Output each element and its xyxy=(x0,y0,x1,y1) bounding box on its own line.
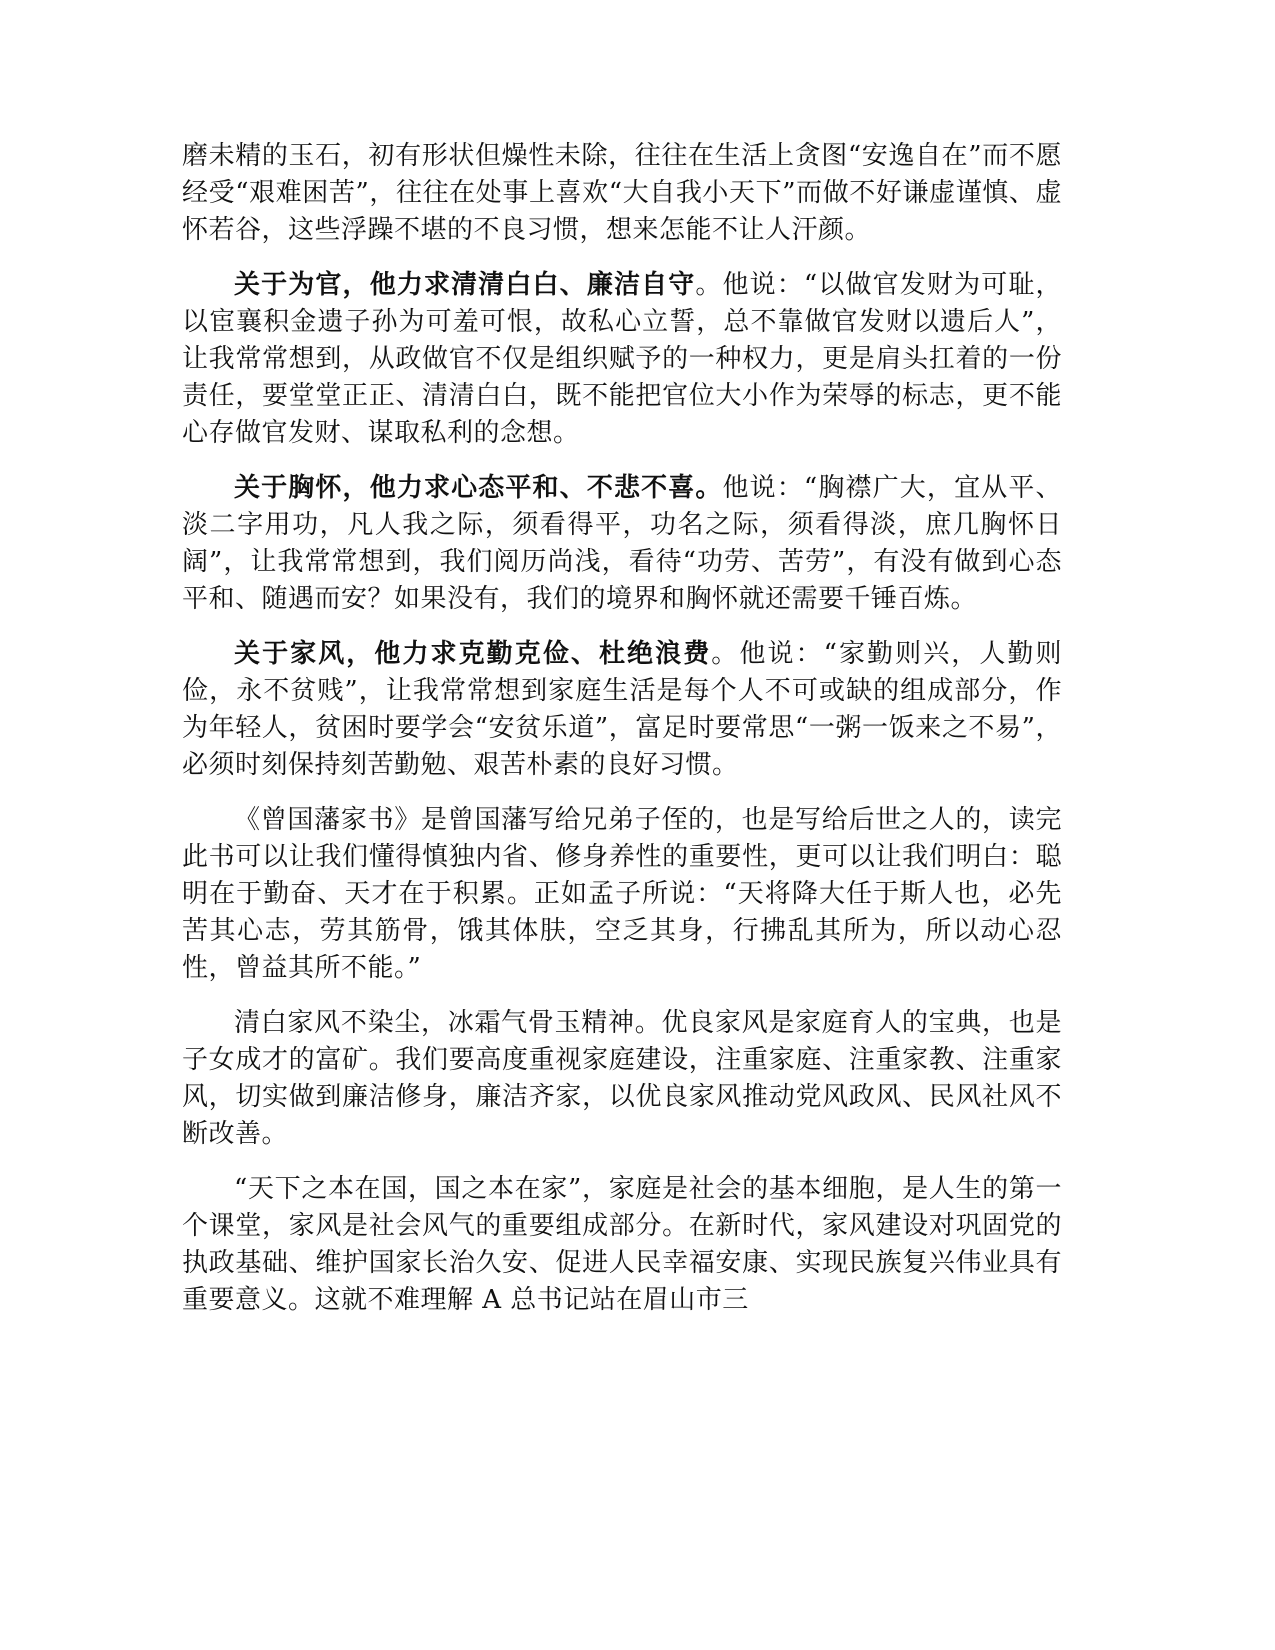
paragraph-text: 《曾国藩家书》是曾国藩写给兄弟子侄的，也是写给后世之人的，读完此书可以让我们懂得慎独内省、修身养性的重要性，更可以让我们明白：聪明在于勤奋、天才在于积累。正如孟子所说：“天将降大任于斯人也，必先苦其心志，劳其筋骨，饿其体肤，空乏其身，行拂乱其所为，所以动心忍性，曾益其所不能。” xyxy=(182,805,1062,983)
paragraph-mindset xyxy=(182,470,1062,618)
paragraph-text: 。他说：“家勤则兴，人勤则俭，永不贫贱”，让我常常想到家庭生活是每个人不可或缺的组成部分，作为年轻人，贫困时要学会“安贫乐道”，富足时要常思“一粥一饭来之不易”，必须时刻保持刻苦勤勉、艰苦朴素的良好习惯。 xyxy=(182,639,1062,780)
paragraph-lead: 关于胸怀，他力求心态平和、不悲不喜。 xyxy=(234,473,723,503)
paragraph-continuation xyxy=(182,138,1062,249)
paragraph-clean-family xyxy=(182,1005,1062,1153)
paragraph-text: 磨未精的玉石，初有形状但燥性未除，往往在生活上贪图“安逸自在”而不愿经受“艰难困苦”，往往在处事上喜欢“大自我小天下”而做不好谦虚谨慎、虚怀若谷，这些浮躁不堪的不良习惯，想来怎能不让人汗颜。 xyxy=(182,141,1062,245)
paragraph-book-reflection xyxy=(182,802,1062,987)
paragraph-lead: 关于家风，他力求克勤克俭、杜绝浪费 xyxy=(234,639,712,669)
paragraph-official-integrity xyxy=(182,267,1062,452)
paragraph-text: 他说：“胸襟广大，宜从平、淡二字用功，凡人我之际，须看得平，功名之际，须看得淡，庶几胸怀日阔”，让我常常想到，我们阅历尚浅，看待“功劳、苦劳”，有没有做到心态平和、随遇而安？如果没有，我们的境界和胸怀就还需要千锤百炼。 xyxy=(182,473,1062,614)
paragraph-text: “天下之本在国，国之本在家”，家庭是社会的基本细胞，是人生的第一个课堂，家风是社会风气的重要组成部分。在新时代，家风建设对巩固党的执政基础、维护国家长治久安、促进人民幸福安康、实现民族复兴伟业具有重要意义。这就不难理解 A 总书记站在眉山市三 xyxy=(182,1174,1062,1315)
paragraph-text: 。他说：“以做官发财为可耻，以宦襄积金遗子孙为可羞可恨，故私心立誓，总不靠做官发财以遗后人”，让我常常想到，从政做官不仅是组织赋予的一种权力，更是肩头扛着的一份责任，要堂堂正正、清清白白，既不能把官位大小作为荣辱的标志，更不能心存做官发财、谋取私利的念想。 xyxy=(182,270,1062,448)
paragraph-text: 清白家风不染尘，冰霜气骨玉精神。优良家风是家庭育人的宝典，也是子女成才的富矿。我们要高度重视家庭建设，注重家庭、注重家教、注重家风，切实做到廉洁修身，廉洁齐家，以优良家风推动党风政风、民风社风不断改善。 xyxy=(182,1008,1062,1149)
paragraph-family-style xyxy=(182,636,1062,784)
paragraph-family-foundation xyxy=(182,1171,1062,1319)
document-page xyxy=(182,138,1062,1337)
paragraph-lead: 关于为官，他力求清清白白、廉洁自守 xyxy=(234,270,696,300)
